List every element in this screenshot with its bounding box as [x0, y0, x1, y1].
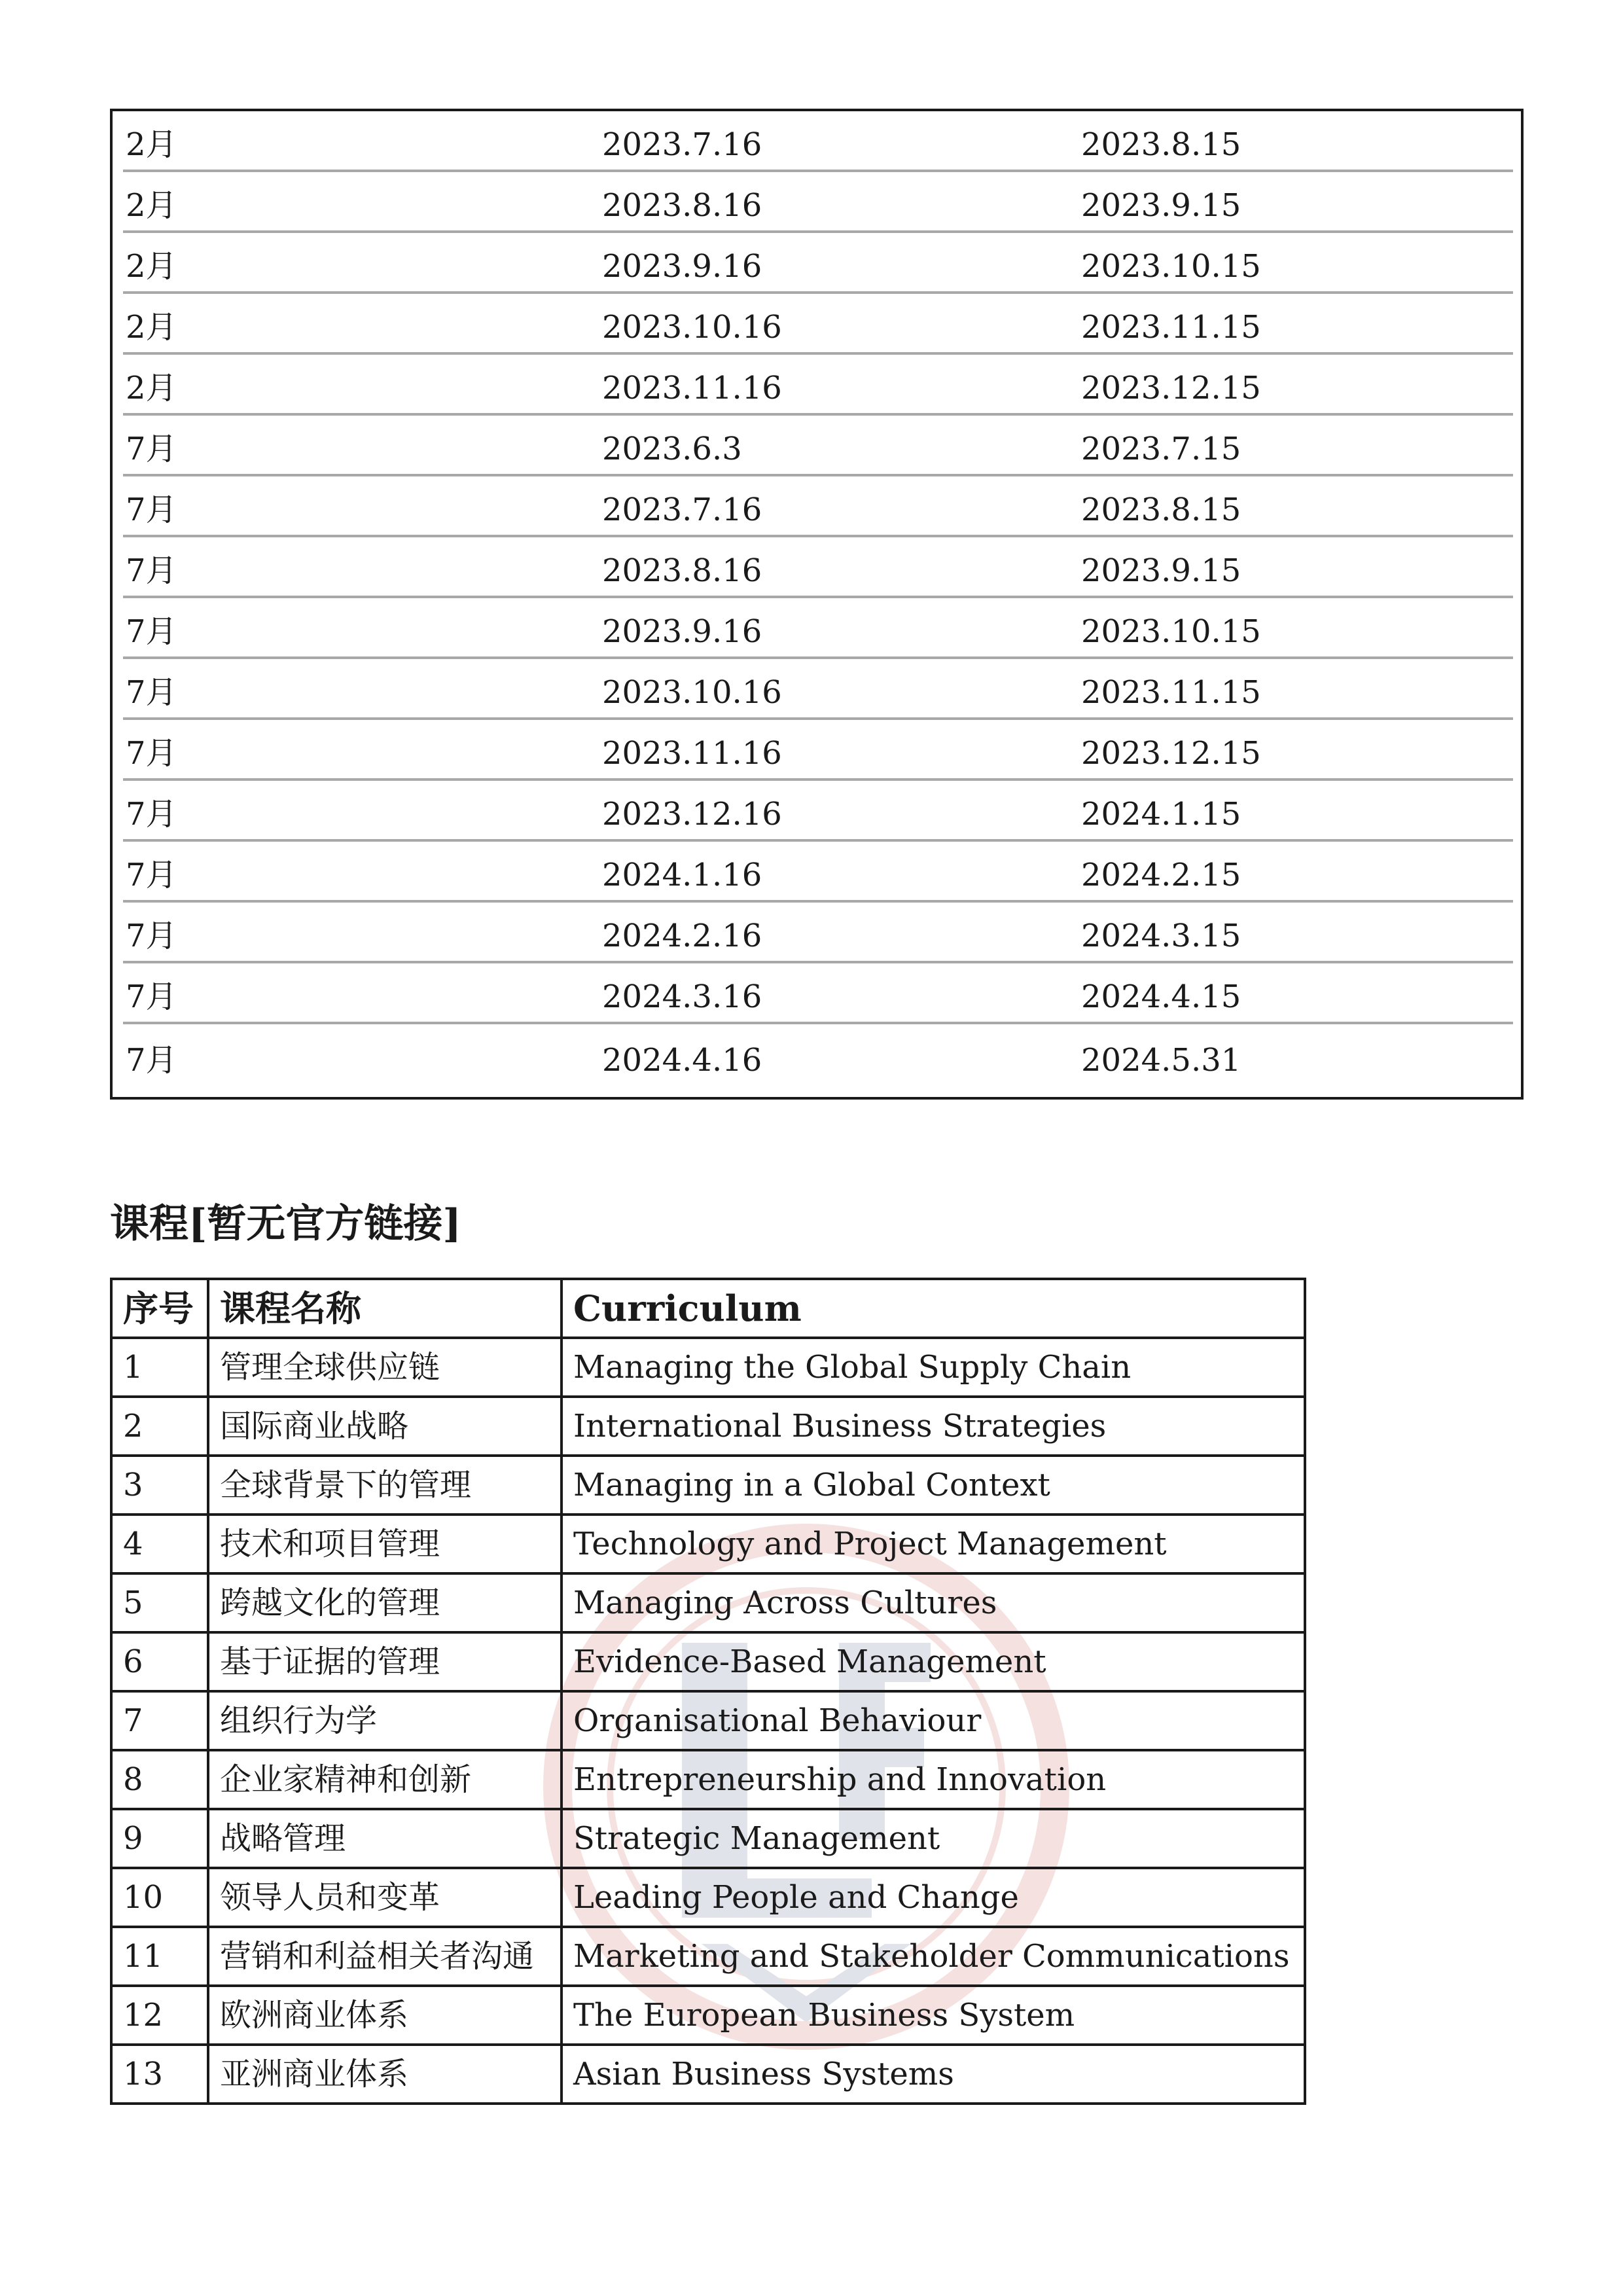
course-number: 11 [111, 1927, 208, 1986]
course-number: 5 [111, 1573, 208, 1632]
intake-month: 7月 [126, 978, 177, 1015]
end-date: 2024.1.15 [1081, 796, 1241, 833]
course-number: 7 [111, 1691, 208, 1750]
course-number: 4 [111, 1515, 208, 1573]
intake-month: 7月 [126, 1042, 177, 1079]
course-name-cn: 基于证据的管理 [208, 1632, 562, 1691]
course-number: 2 [111, 1397, 208, 1456]
course-name-en: Managing in a Global Context [562, 1456, 1305, 1515]
start-date: 2023.10.16 [602, 309, 782, 346]
end-date: 2023.11.15 [1081, 309, 1261, 346]
table-row [123, 537, 1513, 598]
course-number: 13 [111, 2045, 208, 2104]
end-date: 2024.3.15 [1081, 918, 1241, 954]
start-date: 2023.6.3 [602, 431, 742, 467]
start-date: 2024.3.16 [602, 978, 762, 1015]
end-date: 2023.11.15 [1081, 674, 1261, 711]
course-name-cn: 跨越文化的管理 [208, 1573, 562, 1632]
course-number: 10 [111, 1868, 208, 1927]
course-name-en: International Business Strategies [562, 1397, 1305, 1456]
course-number: 8 [111, 1750, 208, 1809]
intake-month: 2月 [126, 309, 177, 346]
column-header-number: 序号 [111, 1279, 208, 1338]
course-name-cn: 国际商业战略 [208, 1397, 562, 1456]
course-name-en: Evidence-Based Management [562, 1632, 1305, 1691]
table-row [123, 903, 1513, 963]
start-date: 2023.8.16 [602, 552, 762, 589]
course-number: 12 [111, 1986, 208, 2045]
table-row [111, 1809, 1305, 1868]
intake-month: 7月 [126, 613, 177, 650]
course-name-cn: 领导人员和变革 [208, 1868, 562, 1927]
course-name-en: Organisational Behaviour [562, 1691, 1305, 1750]
intake-month: 2月 [126, 370, 177, 406]
intake-month: 2月 [126, 126, 177, 163]
course-name-en: Technology and Project Management [562, 1515, 1305, 1573]
end-date: 2024.2.15 [1081, 857, 1241, 893]
table-row [123, 294, 1513, 355]
course-name-cn: 技术和项目管理 [208, 1515, 562, 1573]
start-date: 2023.12.16 [602, 796, 782, 833]
course-name-en: Marketing and Stakeholder Communications [562, 1927, 1305, 1986]
start-date: 2024.2.16 [602, 918, 762, 954]
course-name-en: Managing Across Cultures [562, 1573, 1305, 1632]
start-date: 2023.10.16 [602, 674, 782, 711]
start-date: 2024.1.16 [602, 857, 762, 893]
table-row [111, 1632, 1305, 1691]
course-name-cn: 企业家精神和创新 [208, 1750, 562, 1809]
table-row [123, 476, 1513, 537]
table-row [111, 1868, 1305, 1927]
start-date: 2023.11.16 [602, 735, 782, 772]
course-number: 1 [111, 1338, 208, 1397]
end-date: 2024.4.15 [1081, 978, 1241, 1015]
table-row [123, 963, 1513, 1024]
table-row [123, 781, 1513, 842]
course-name-en: Asian Business Systems [562, 2045, 1305, 2104]
table-row [123, 172, 1513, 233]
course-name-en: Leading People and Change [562, 1868, 1305, 1927]
start-date: 2023.11.16 [602, 370, 782, 406]
intake-month: 7月 [126, 674, 177, 711]
course-name-cn: 管理全球供应链 [208, 1338, 562, 1397]
table-row [111, 1573, 1305, 1632]
intake-month: 7月 [126, 492, 177, 528]
end-date: 2023.9.15 [1081, 552, 1241, 589]
course-name-cn: 欧洲商业体系 [208, 1986, 562, 2045]
table-row [111, 2045, 1305, 2104]
end-date: 2023.12.15 [1081, 735, 1261, 772]
start-date: 2023.8.16 [602, 187, 762, 224]
table-row [123, 659, 1513, 720]
course-name-cn: 组织行为学 [208, 1691, 562, 1750]
table-row [123, 355, 1513, 416]
table-row [111, 1691, 1305, 1750]
column-header-curriculum: Curriculum [562, 1279, 1305, 1338]
table-header-row [111, 1279, 1305, 1338]
table-row [123, 233, 1513, 294]
intake-month: 7月 [126, 735, 177, 772]
start-date: 2024.4.16 [602, 1042, 762, 1079]
course-name-cn: 亚洲商业体系 [208, 2045, 562, 2104]
course-number: 9 [111, 1809, 208, 1868]
table-row [123, 720, 1513, 781]
start-date: 2023.7.16 [602, 126, 762, 163]
end-date: 2023.10.15 [1081, 248, 1261, 285]
course-name-cn: 营销和利益相关者沟通 [208, 1927, 562, 1986]
intake-month: 2月 [126, 248, 177, 285]
table-row [111, 1515, 1305, 1573]
table-row [111, 1986, 1305, 2045]
intake-month: 7月 [126, 552, 177, 589]
table-row [111, 1750, 1305, 1809]
end-date: 2023.12.15 [1081, 370, 1261, 406]
course-number: 3 [111, 1456, 208, 1515]
course-name-en: Entrepreneurship and Innovation [562, 1750, 1305, 1809]
table-row [111, 1338, 1305, 1397]
start-date: 2023.9.16 [602, 248, 762, 285]
table-row [123, 416, 1513, 476]
table-row [111, 1397, 1305, 1456]
table-row [123, 111, 1513, 172]
column-header-course-name: 课程名称 [208, 1279, 562, 1338]
end-date: 2023.10.15 [1081, 613, 1261, 650]
intake-month: 7月 [126, 796, 177, 833]
section-title: 课程[暂无官方链接] [110, 1201, 461, 1247]
intake-month: 7月 [126, 857, 177, 893]
intake-schedule-table [110, 109, 1524, 1100]
intake-month: 2月 [126, 187, 177, 224]
course-name-en: Strategic Management [562, 1809, 1305, 1868]
end-date: 2023.7.15 [1081, 431, 1241, 467]
end-date: 2023.8.15 [1081, 126, 1241, 163]
table-row [123, 842, 1513, 903]
table-row [123, 598, 1513, 659]
course-name-en: The European Business System [562, 1986, 1305, 2045]
table-row [111, 1927, 1305, 1986]
table-row [111, 1456, 1305, 1515]
intake-month: 7月 [126, 918, 177, 954]
curriculum-table [110, 1278, 1306, 2105]
start-date: 2023.9.16 [602, 613, 762, 650]
end-date: 2023.8.15 [1081, 492, 1241, 528]
course-number: 6 [111, 1632, 208, 1691]
start-date: 2023.7.16 [602, 492, 762, 528]
end-date: 2024.5.31 [1081, 1042, 1241, 1079]
end-date: 2023.9.15 [1081, 187, 1241, 224]
course-name-cn: 战略管理 [208, 1809, 562, 1868]
course-name-en: Managing the Global Supply Chain [562, 1338, 1305, 1397]
table-row [123, 1024, 1513, 1085]
course-name-cn: 全球背景下的管理 [208, 1456, 562, 1515]
intake-month: 7月 [126, 431, 177, 467]
